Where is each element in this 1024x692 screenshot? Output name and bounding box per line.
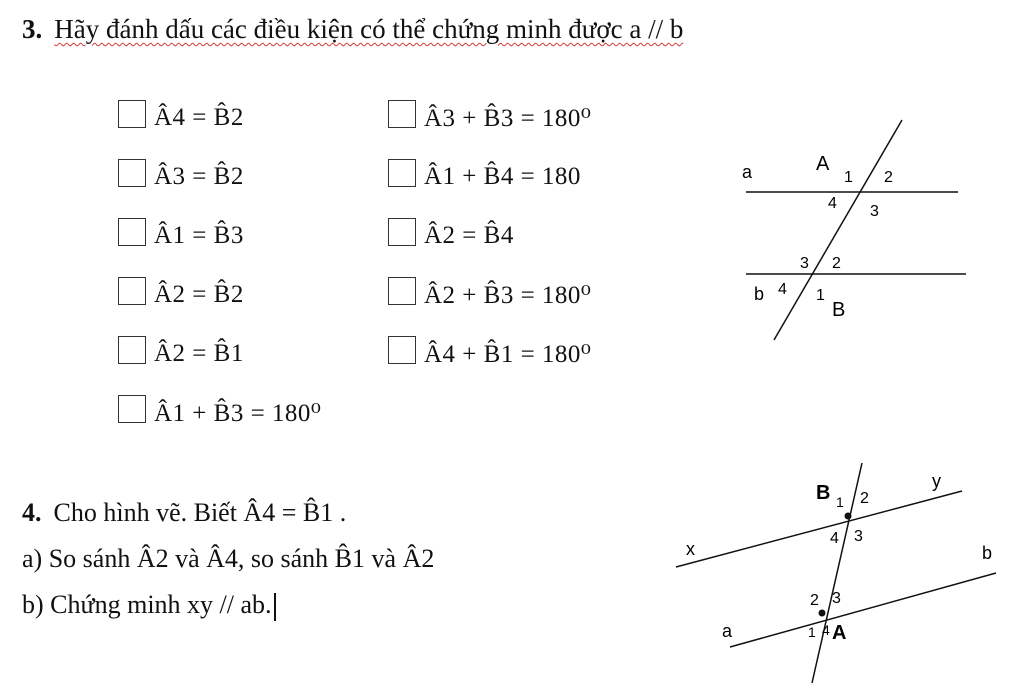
question-3-figure <box>730 110 980 350</box>
angle-B1: 1 <box>816 287 825 304</box>
angle-A4: 4 <box>822 622 830 638</box>
question-4-given: Cho hình vẽ. Biết Â4 = B̂1 . <box>53 498 347 527</box>
option-item[interactable] <box>118 269 321 313</box>
label-x: x <box>686 539 695 559</box>
angle-A1: 1 <box>844 169 853 186</box>
options-column-right <box>388 92 591 387</box>
option-item[interactable] <box>118 92 321 136</box>
question-3-title <box>22 14 683 45</box>
option-item[interactable] <box>388 328 591 372</box>
question-4 <box>22 490 434 628</box>
angle-B2: 2 <box>860 490 869 507</box>
checkbox[interactable] <box>118 218 146 246</box>
question-4-part-b-line <box>22 582 434 628</box>
checkbox[interactable] <box>388 336 416 364</box>
label-line-a: a <box>742 162 753 182</box>
checkbox[interactable] <box>388 159 416 187</box>
label-a: a <box>722 621 733 641</box>
point-A-dot <box>819 610 826 617</box>
label-point-A: A <box>832 622 847 644</box>
question-4-number: 4. <box>22 498 42 527</box>
label-b: b <box>982 543 993 563</box>
options-column-left <box>118 92 321 446</box>
option-item[interactable] <box>118 328 321 372</box>
option-expression: Â1 = B̂3 <box>154 222 244 249</box>
option-item[interactable] <box>388 151 591 195</box>
label-point-A: A <box>816 153 830 175</box>
checkbox[interactable] <box>118 277 146 305</box>
label-y: y <box>932 471 941 491</box>
option-expression: Â2 = B̂1 <box>154 340 244 367</box>
option-item[interactable] <box>388 210 591 254</box>
option-expression: Â4 + B̂1 = 180⁰ <box>424 341 592 368</box>
label-point-B: B <box>816 482 831 504</box>
option-expression: Â3 + B̂3 = 180⁰ <box>424 105 592 132</box>
label-point-B: B <box>832 299 846 321</box>
label-line-b: b <box>754 284 765 304</box>
option-expression: Â2 = B̂2 <box>154 281 244 308</box>
checkbox[interactable] <box>118 395 146 423</box>
line-ab <box>730 573 996 647</box>
angle-B2: 2 <box>832 255 841 272</box>
angle-B1: 1 <box>836 494 844 510</box>
option-item[interactable] <box>388 269 591 313</box>
angle-A3: 3 <box>832 590 841 607</box>
angle-A2: 2 <box>810 592 819 609</box>
option-expression: Â4 = B̂2 <box>154 104 244 131</box>
option-item[interactable] <box>118 387 321 431</box>
angle-A1: 1 <box>808 624 816 640</box>
question-3-prompt: Hãy đánh dấu các điều kiện có thể chứng minh được a // b <box>54 14 684 44</box>
option-expression: Â2 + B̂3 = 180⁰ <box>424 282 592 309</box>
question-4-figure <box>670 455 1010 685</box>
angle-B3: 3 <box>854 528 863 545</box>
option-item[interactable] <box>118 151 321 195</box>
text-cursor <box>274 593 276 621</box>
angle-A4: 4 <box>828 195 837 212</box>
checkbox[interactable] <box>388 218 416 246</box>
question-3-number: 3. <box>22 14 43 44</box>
angle-A3: 3 <box>870 203 879 220</box>
checkbox[interactable] <box>118 159 146 187</box>
checkbox[interactable] <box>388 100 416 128</box>
question-4-part-a: a) So sánh Â2 và Â4, so sánh B̂1 và Â2 <box>22 544 435 573</box>
checkbox[interactable] <box>388 277 416 305</box>
option-item[interactable] <box>118 210 321 254</box>
checkbox[interactable] <box>118 100 146 128</box>
angle-A2: 2 <box>884 169 893 186</box>
option-item[interactable] <box>388 92 591 136</box>
angle-B4: 4 <box>778 281 787 298</box>
option-expression: Â1 + B̂4 = 180 <box>424 163 581 190</box>
point-B-dot <box>845 513 852 520</box>
angle-B4: 4 <box>830 530 839 547</box>
question-4-part-b: b) Chứng minh xy // ab. <box>22 590 272 619</box>
question-4-line-1 <box>22 490 434 536</box>
option-expression: Â1 + B̂3 = 180⁰ <box>154 400 322 427</box>
option-expression: Â3 = B̂2 <box>154 163 244 190</box>
checkbox[interactable] <box>118 336 146 364</box>
angle-B3: 3 <box>800 255 809 272</box>
option-expression: Â2 = B̂4 <box>424 222 514 249</box>
